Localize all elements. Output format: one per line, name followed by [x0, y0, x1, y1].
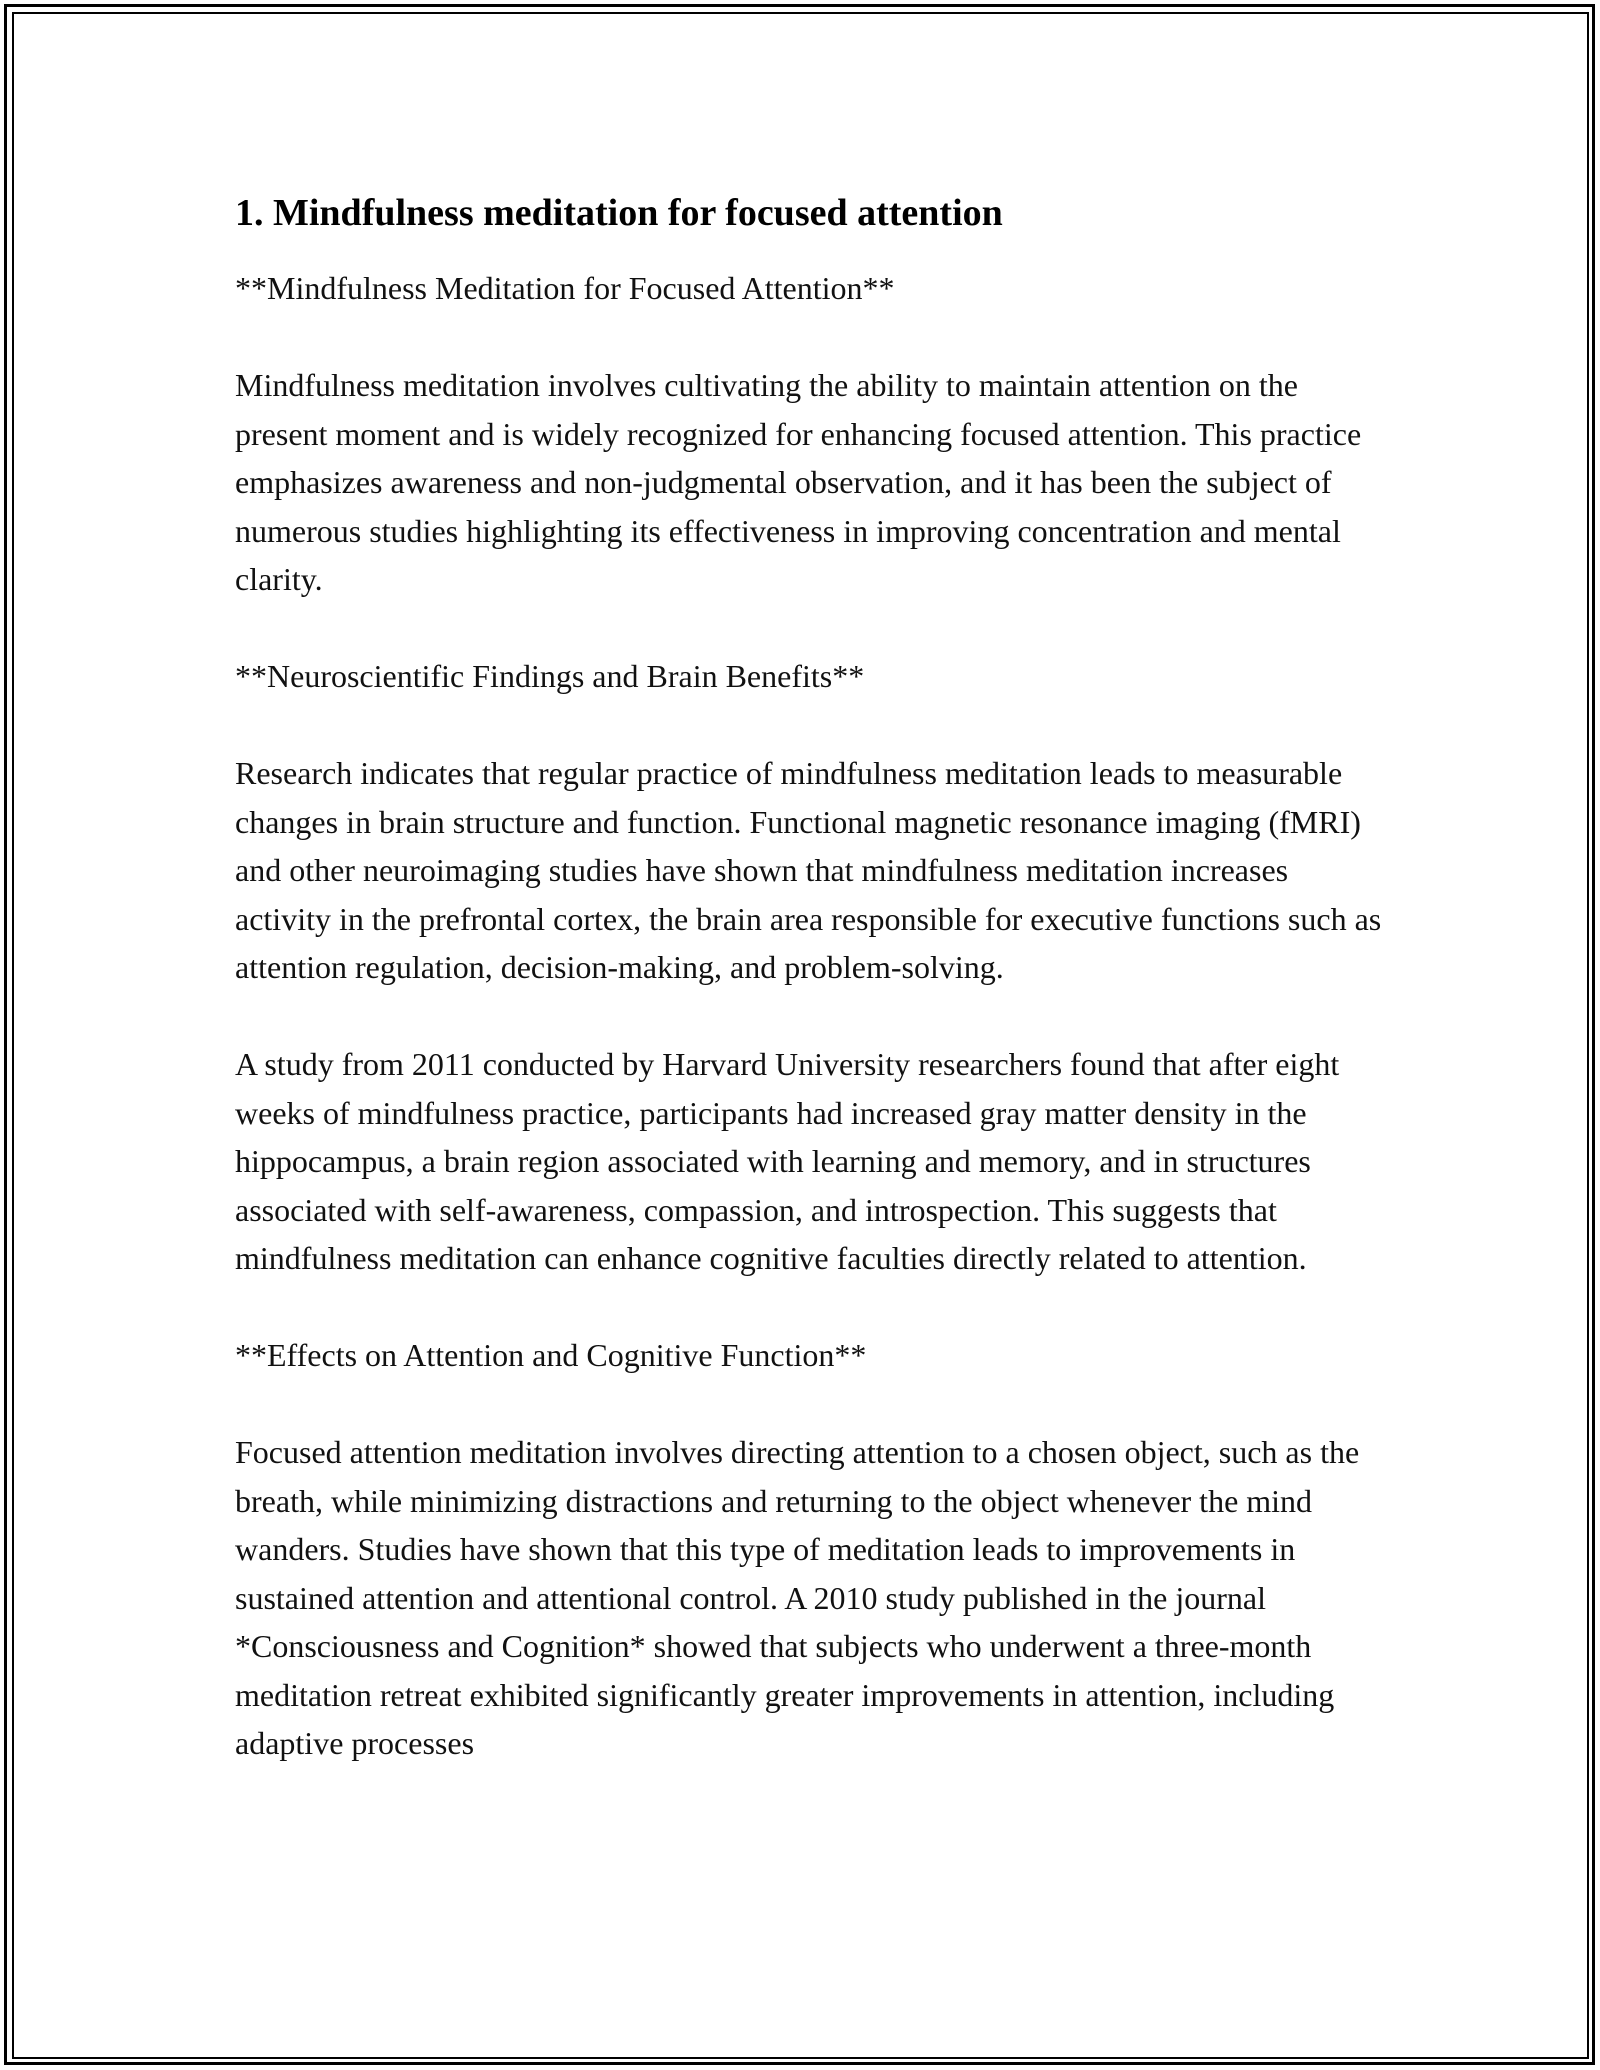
section-heading-neuroscience: **Neuroscientific Findings and Brain Benefits**: [235, 658, 865, 694]
document-body: [235, 188, 1385, 1768]
paragraph-research: Research indicates that regular practice of mindfulness meditation leads to measurable changes in brain structure and function. Functional magnetic resonance imaging (fMRI) and other neuroimaging studies have shown that mindfulness meditation increases activity in the prefrontal cortex, the brain area responsible for executive functions such as attention regulation, decision-making, and problem-solving.: [235, 755, 1382, 985]
paragraph-intro: Mindfulness meditation involves cultivating the ability to maintain attention on the present moment and is widely recognized for enhancing focused attention. This practice emphasizes awareness and non-judgmental observation, and it has been the subject of numerous studies highlighting its effectiveness in improving concentration and mental clarity.: [235, 367, 1362, 597]
section-heading-mindfulness: **Mindfulness Meditation for Focused Attention**: [235, 270, 895, 306]
document-title: 1. Mindfulness meditation for focused attention: [235, 192, 1003, 234]
section-heading-effects: **Effects on Attention and Cognitive Function**: [235, 1337, 867, 1373]
paragraph-focused-attention: Focused attention meditation involves directing attention to a chosen object, such as the breath, while minimizing distractions and returning to the object whenever the mind wanders. Studies have shown that this type of meditation leads to improvements in sustained attention and attentional control. A 2010 study published in the journal *Consciousness and Cognition* showed that subjects who underwent a three-month meditation retreat exhibited significantly greater improvements in attention, including adaptive processes: [235, 1434, 1360, 1761]
paragraph-harvard-study: A study from 2011 conducted by Harvard University researchers found that after eight weeks of mindfulness practice, participants had increased gray matter density in the hippocampus, a brain region associated with learning and memory, and in structures associated with self-awareness, compassion, and introspection. This suggests that mindfulness meditation can enhance cognitive faculties directly related to attention.: [235, 1046, 1340, 1276]
